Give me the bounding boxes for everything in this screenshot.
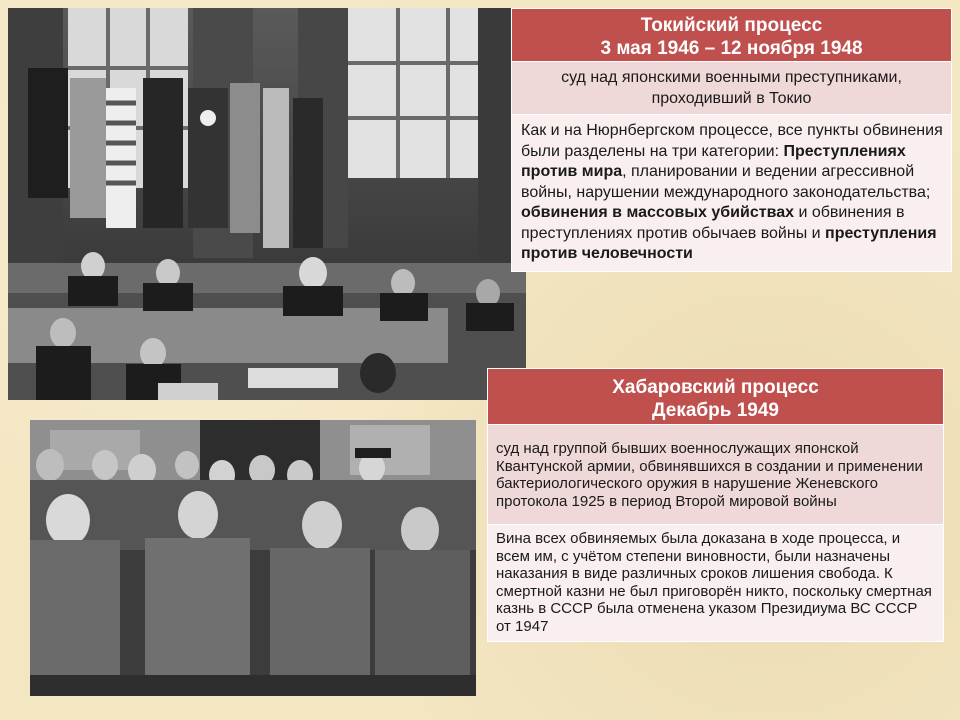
category-crimes-against-peace: Преступлениях против мира — [521, 142, 906, 180]
details-intro: Как и на Нюрнбергском процессе, все пункты обвинения были разделены на три категории: — [521, 122, 943, 160]
tokyo-trial-title: Токийский процесс — [640, 14, 823, 36]
tokyo-trial-summary: суд над японскими военными преступниками, проходивший в Токио — [512, 62, 952, 115]
tokyo-trial-photo — [8, 8, 526, 400]
khabarovsk-trial-summary: суд над группой бывших военнослужащих японской Квантунской армии, обвинявшихся в создании и применении бактериологического оружия в нарушение Женевского протокола 1925 в период Второй мировой войны — [488, 425, 944, 525]
khabarovsk-trial-card — [487, 368, 944, 642]
details-cat1-rest: , планировании и ведении агрессивной войны, нарушении международного законодательства; — [521, 163, 931, 201]
khabarovsk-trial-details: Вина всех обвиняемых была доказана в ходе процесса, и всем им, с учётом степени виновности, были назначены наказания в виде различных сроков лишения свобода. К смертной казни не был приговорён никто, поскольку смертная казнь в СССР была отменена указом Президиума ВС СССР от 1947 — [488, 525, 944, 642]
tokyo-trial-details — [512, 115, 952, 272]
tokyo-trial-header — [512, 9, 952, 62]
tokyo-trial-card — [511, 8, 952, 272]
category-crimes-against-humanity: преступления против человечности — [521, 224, 937, 262]
khabarovsk-trial-photo — [30, 420, 476, 696]
khabarovsk-trial-header — [488, 369, 944, 425]
tokyo-trial-dates: 3 мая 1946 – 12 ноября 1948 — [600, 37, 863, 59]
khabarovsk-trial-title: Хабаровский процесс — [612, 376, 819, 398]
khabarovsk-trial-date: Декабрь 1949 — [652, 399, 779, 421]
category-mass-murder: обвинения в массовых убийствах — [521, 204, 794, 221]
details-cat2-rest: и обвинения в преступлениях против обычаев войны и — [521, 204, 905, 242]
